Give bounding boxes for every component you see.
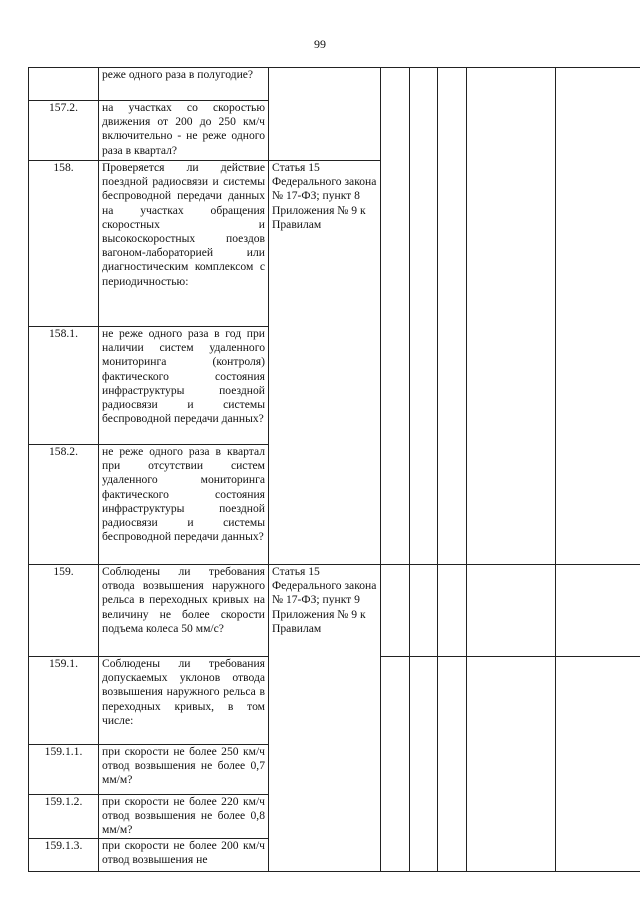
answer-cell-no <box>410 657 438 872</box>
answer-cell-no <box>410 565 438 657</box>
item-question: не реже одного раза в квартал при отсутствии систем удаленного мониторинга фактического состояния инфраструктуры поездной радиосвязи и системы беспроводной передачи данных? <box>99 445 269 565</box>
page-number: 99 <box>314 37 326 51</box>
checklist-table <box>28 67 640 872</box>
answer-cell-extra <box>556 68 640 565</box>
item-number: 158.1. <box>29 327 99 445</box>
answer-cell-notes <box>467 657 556 872</box>
item-number: 159.1.3. <box>29 838 99 871</box>
item-question: при скорости не более 220 км/ч отвод возвышения не более 0,8 мм/м? <box>99 795 269 839</box>
item-number: 159. <box>29 565 99 657</box>
item-question: Проверяется ли действие поездной радиосвязи и системы беспроводной передачи данных на участках обращения скоростных и высокоскоростных поездов вагоном-лабораторией или диагностическим комплексом с периодичностью: <box>99 161 269 327</box>
answer-cell-extra <box>556 657 640 872</box>
legal-reference: Статья 15 Федерального закона № 17-ФЗ; пункт 8 Приложения № 9 к Правилам <box>269 161 381 565</box>
item-question: не реже одного раза в год при наличии систем удаленного мониторинга (контроля) фактического состояния инфраструктуры поездной радиосвязи и системы беспроводной передачи данных? <box>99 327 269 445</box>
item-number: 158.2. <box>29 445 99 565</box>
table-row <box>29 565 640 657</box>
answer-cell-no <box>410 68 438 565</box>
item-number: 159.1.1. <box>29 745 99 795</box>
item-number: 157.2. <box>29 101 99 161</box>
legal-reference: Статья 15 Федерального закона № 17-ФЗ; пункт 9 Приложения № 9 к Правилам <box>269 565 381 872</box>
answer-cell-notes <box>467 565 556 657</box>
answer-cell-yes <box>381 565 410 657</box>
item-question: Соблюдены ли требования допускаемых уклонов отвода возвышения наружного рельса в переходных кривых, в том числе: <box>99 657 269 745</box>
answer-cell-na <box>438 657 467 872</box>
legal-reference-cell <box>269 68 381 161</box>
item-number <box>29 68 99 101</box>
answer-cell-na <box>438 68 467 565</box>
answer-cell-extra <box>556 565 640 657</box>
answer-cell-yes <box>381 68 410 565</box>
table-row <box>29 68 640 101</box>
item-question: Соблюдены ли требования отвода возвышения наружного рельса в переходных кривых на величину не более скорости подъема колеса 50 мм/с? <box>99 565 269 657</box>
item-number: 159.1.2. <box>29 795 99 839</box>
answer-cell-na <box>438 565 467 657</box>
item-number: 159.1. <box>29 657 99 745</box>
item-question: при скорости не более 250 км/ч отвод возвышения не более 0,7 мм/м? <box>99 745 269 795</box>
item-number: 158. <box>29 161 99 327</box>
item-question: при скорости не более 200 км/ч отвод возвышения не <box>99 838 269 871</box>
item-question: реже одного раза в полугодие? <box>99 68 269 101</box>
item-question: на участках со скоростью движения от 200 до 250 км/ч включительно - не реже одного раза в квартал? <box>99 101 269 161</box>
answer-cell-yes <box>381 657 410 872</box>
answer-cell-notes <box>467 68 556 565</box>
